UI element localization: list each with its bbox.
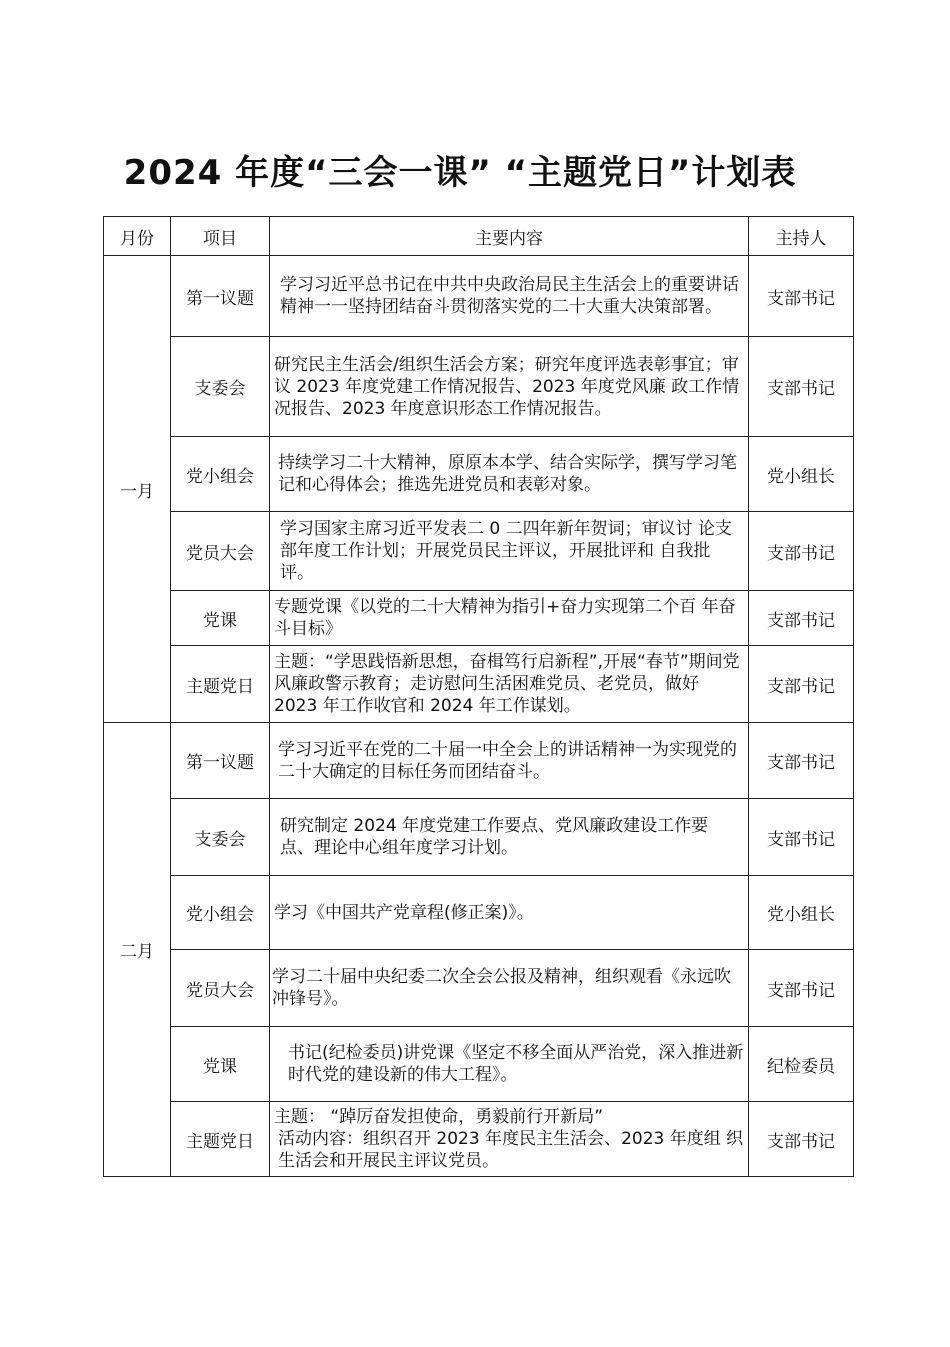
host-cell: 纪检委员 (749, 1027, 854, 1102)
content-cell: 持续学习二十大精神，原原本本学、结合实际学，撰写学习笔记和心得体会；推选先进党员和表彰对象。 (270, 437, 749, 512)
item-cell: 党课 (171, 1027, 270, 1102)
table-row (104, 950, 854, 1027)
header-host: 主持人 (749, 217, 854, 256)
header-month: 月份 (104, 217, 171, 256)
content-cell: 书记(纪检委员)讲党课《坚定不移全面从严治党，深入推进新时代党的建设新的伟大工程》。 (270, 1027, 749, 1102)
host-cell: 支部书记 (749, 646, 854, 723)
host-cell: 党小组长 (749, 876, 854, 950)
content-cell: 学习国家主席习近平发表二 0 二四年新年贺词；审议讨 论支部年度工作计划；开展党员民主评议，开展批评和 自我批评。 (270, 512, 749, 591)
table-row (104, 512, 854, 591)
content-cell: 研究制定 2024 年度党建工作要点、党风廉政建设工作要 点、理论中心组年度学习计划。 (270, 799, 749, 876)
table-row (104, 876, 854, 950)
host-cell: 支部书记 (749, 337, 854, 437)
content-activity-line: 活动内容：组织召开 2023 年度民主生活会、2023 年度组 织生活会和开展民主评议党员。 (278, 1129, 744, 1171)
content-cell: 学习习近平在党的二十届一中全会上的讲话精神一为实现党的二十大确定的目标任务而团结奋斗。 (270, 723, 749, 799)
month-cell: 一月 (104, 256, 171, 723)
content-cell: 学习《中国共产党章程(修正案)》。 (270, 876, 749, 950)
content-theme-line: 主题： “踔厉奋发担使命，勇毅前行开新局” (274, 1107, 604, 1127)
host-cell: 支部书记 (749, 512, 854, 591)
item-cell: 第一议题 (171, 256, 270, 337)
table-header-row (104, 217, 854, 256)
table-row (104, 256, 854, 337)
page-title: 2024 年度“三会一课” “主题党日”计划表 (123, 153, 797, 193)
content-cell: 学习习近平总书记在中共中央政治局民主生活会上的重要讲话精神一一坚持团结奋斗贯彻落实党的二十大重大决策部署。 (270, 256, 749, 337)
host-cell: 支部书记 (749, 950, 854, 1027)
table-row (104, 723, 854, 799)
host-cell: 支部书记 (749, 799, 854, 876)
host-cell: 支部书记 (749, 723, 854, 799)
table-row (104, 1102, 854, 1177)
item-cell: 第一议题 (171, 723, 270, 799)
table-row (104, 646, 854, 723)
content-cell: 研究民主生活会/组织生活会方案；研究年度评选表彰事宜；审议 2023 年度党建工作情况报告、2023 年度党风廉 政工作情况报告、2023 年度意识形态工作情况报告。 (270, 337, 749, 437)
header-content: 主要内容 (270, 217, 749, 256)
item-cell: 支委会 (171, 799, 270, 876)
content-cell: 学习二十届中央纪委二次全会公报及精神，组织观看《永远吹冲锋号》。 (270, 950, 749, 1027)
header-item: 项目 (171, 217, 270, 256)
table-row (104, 437, 854, 512)
host-cell: 党小组长 (749, 437, 854, 512)
host-cell: 支部书记 (749, 591, 854, 646)
item-cell: 党小组会 (171, 876, 270, 950)
table-row (104, 591, 854, 646)
item-cell: 党课 (171, 591, 270, 646)
table-row (104, 1027, 854, 1102)
item-cell: 主题党日 (171, 646, 270, 723)
content-cell (270, 1102, 749, 1177)
item-cell: 主题党日 (171, 1102, 270, 1177)
host-cell: 支部书记 (749, 1102, 854, 1177)
content-cell: 专题党课《以党的二十大精神为指引+奋力实现第二个百 年奋斗目标》 (270, 591, 749, 646)
plan-table (103, 216, 854, 1177)
table-row (104, 799, 854, 876)
month-cell: 二月 (104, 723, 171, 1177)
item-cell: 支委会 (171, 337, 270, 437)
item-cell: 党员大会 (171, 950, 270, 1027)
table-row (104, 337, 854, 437)
item-cell: 党员大会 (171, 512, 270, 591)
content-cell: 主题：“学思践悟新思想，奋楫笃行启新程”,开展“春节”期间党风廉政警示教育；走访慰问生活困难党员、老党员，做好 2023 年工作收官和 2024 年工作谋划。 (270, 646, 749, 723)
host-cell: 支部书记 (749, 256, 854, 337)
item-cell: 党小组会 (171, 437, 270, 512)
